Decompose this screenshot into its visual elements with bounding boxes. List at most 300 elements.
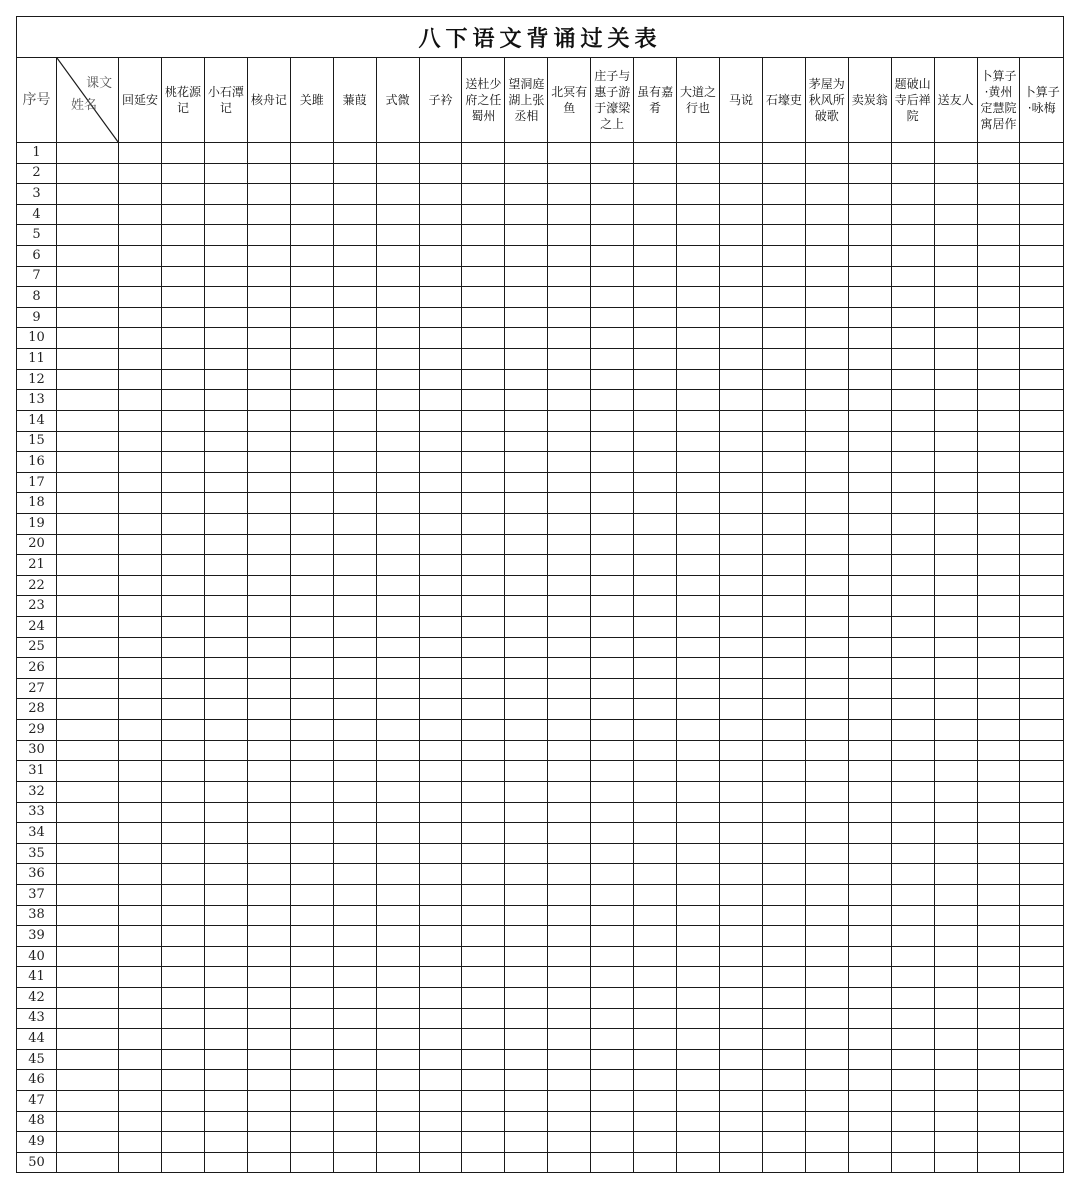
- check-cell[interactable]: [1020, 720, 1064, 741]
- check-cell[interactable]: [419, 328, 462, 349]
- check-cell[interactable]: [548, 328, 591, 349]
- check-cell[interactable]: [677, 452, 720, 473]
- check-cell[interactable]: [162, 246, 205, 267]
- check-cell[interactable]: [333, 328, 376, 349]
- check-cell[interactable]: [891, 802, 934, 823]
- check-cell[interactable]: [591, 410, 634, 431]
- check-cell[interactable]: [891, 1111, 934, 1132]
- check-cell[interactable]: [677, 926, 720, 947]
- check-cell[interactable]: [848, 534, 891, 555]
- check-cell[interactable]: [419, 1029, 462, 1050]
- check-cell[interactable]: [677, 369, 720, 390]
- check-cell[interactable]: [204, 575, 247, 596]
- check-cell[interactable]: [548, 555, 591, 576]
- check-cell[interactable]: [977, 761, 1020, 782]
- check-cell[interactable]: [505, 678, 548, 699]
- check-cell[interactable]: [934, 472, 977, 493]
- check-cell[interactable]: [1020, 987, 1064, 1008]
- check-cell[interactable]: [119, 864, 162, 885]
- check-cell[interactable]: [634, 740, 677, 761]
- check-cell[interactable]: [204, 1111, 247, 1132]
- check-cell[interactable]: [720, 349, 763, 370]
- check-cell[interactable]: [934, 596, 977, 617]
- check-cell[interactable]: [119, 843, 162, 864]
- check-cell[interactable]: [204, 905, 247, 926]
- student-name-cell[interactable]: [57, 905, 119, 926]
- check-cell[interactable]: [162, 204, 205, 225]
- check-cell[interactable]: [462, 493, 505, 514]
- check-cell[interactable]: [419, 1008, 462, 1029]
- check-cell[interactable]: [462, 720, 505, 741]
- check-cell[interactable]: [677, 287, 720, 308]
- check-cell[interactable]: [762, 307, 805, 328]
- check-cell[interactable]: [634, 431, 677, 452]
- check-cell[interactable]: [376, 802, 419, 823]
- check-cell[interactable]: [891, 534, 934, 555]
- check-cell[interactable]: [204, 555, 247, 576]
- check-cell[interactable]: [848, 596, 891, 617]
- check-cell[interactable]: [548, 287, 591, 308]
- check-cell[interactable]: [548, 1029, 591, 1050]
- check-cell[interactable]: [204, 987, 247, 1008]
- check-cell[interactable]: [333, 204, 376, 225]
- check-cell[interactable]: [977, 967, 1020, 988]
- check-cell[interactable]: [333, 1152, 376, 1173]
- check-cell[interactable]: [119, 204, 162, 225]
- check-cell[interactable]: [162, 678, 205, 699]
- check-cell[interactable]: [720, 596, 763, 617]
- student-name-cell[interactable]: [57, 390, 119, 411]
- check-cell[interactable]: [119, 823, 162, 844]
- check-cell[interactable]: [505, 699, 548, 720]
- check-cell[interactable]: [333, 637, 376, 658]
- check-cell[interactable]: [720, 534, 763, 555]
- check-cell[interactable]: [891, 225, 934, 246]
- check-cell[interactable]: [419, 472, 462, 493]
- check-cell[interactable]: [805, 637, 848, 658]
- check-cell[interactable]: [119, 472, 162, 493]
- check-cell[interactable]: [591, 143, 634, 164]
- check-cell[interactable]: [247, 699, 290, 720]
- check-cell[interactable]: [290, 328, 333, 349]
- check-cell[interactable]: [462, 926, 505, 947]
- check-cell[interactable]: [720, 884, 763, 905]
- check-cell[interactable]: [376, 266, 419, 287]
- check-cell[interactable]: [419, 1070, 462, 1091]
- check-cell[interactable]: [290, 513, 333, 534]
- check-cell[interactable]: [290, 390, 333, 411]
- check-cell[interactable]: [891, 163, 934, 184]
- check-cell[interactable]: [505, 431, 548, 452]
- check-cell[interactable]: [677, 843, 720, 864]
- check-cell[interactable]: [247, 225, 290, 246]
- check-cell[interactable]: [548, 658, 591, 679]
- check-cell[interactable]: [505, 720, 548, 741]
- student-name-cell[interactable]: [57, 637, 119, 658]
- check-cell[interactable]: [720, 1070, 763, 1091]
- check-cell[interactable]: [1020, 1008, 1064, 1029]
- check-cell[interactable]: [634, 926, 677, 947]
- check-cell[interactable]: [634, 555, 677, 576]
- check-cell[interactable]: [290, 184, 333, 205]
- check-cell[interactable]: [891, 184, 934, 205]
- check-cell[interactable]: [505, 761, 548, 782]
- check-cell[interactable]: [548, 349, 591, 370]
- check-cell[interactable]: [1020, 802, 1064, 823]
- check-cell[interactable]: [977, 617, 1020, 638]
- check-cell[interactable]: [419, 987, 462, 1008]
- check-cell[interactable]: [848, 926, 891, 947]
- check-cell[interactable]: [462, 823, 505, 844]
- check-cell[interactable]: [848, 1111, 891, 1132]
- check-cell[interactable]: [805, 946, 848, 967]
- check-cell[interactable]: [204, 802, 247, 823]
- student-name-cell[interactable]: [57, 1029, 119, 1050]
- check-cell[interactable]: [462, 1070, 505, 1091]
- check-cell[interactable]: [505, 472, 548, 493]
- check-cell[interactable]: [805, 452, 848, 473]
- check-cell[interactable]: [591, 720, 634, 741]
- check-cell[interactable]: [290, 802, 333, 823]
- check-cell[interactable]: [805, 184, 848, 205]
- check-cell[interactable]: [462, 781, 505, 802]
- check-cell[interactable]: [505, 513, 548, 534]
- check-cell[interactable]: [204, 452, 247, 473]
- check-cell[interactable]: [720, 926, 763, 947]
- check-cell[interactable]: [119, 781, 162, 802]
- student-name-cell[interactable]: [57, 225, 119, 246]
- check-cell[interactable]: [848, 658, 891, 679]
- check-cell[interactable]: [720, 1049, 763, 1070]
- student-name-cell[interactable]: [57, 884, 119, 905]
- check-cell[interactable]: [548, 204, 591, 225]
- check-cell[interactable]: [462, 843, 505, 864]
- check-cell[interactable]: [548, 926, 591, 947]
- check-cell[interactable]: [677, 823, 720, 844]
- check-cell[interactable]: [848, 637, 891, 658]
- check-cell[interactable]: [848, 987, 891, 1008]
- check-cell[interactable]: [634, 307, 677, 328]
- check-cell[interactable]: [119, 1029, 162, 1050]
- check-cell[interactable]: [548, 390, 591, 411]
- check-cell[interactable]: [762, 1091, 805, 1112]
- check-cell[interactable]: [591, 884, 634, 905]
- check-cell[interactable]: [934, 720, 977, 741]
- check-cell[interactable]: [934, 349, 977, 370]
- check-cell[interactable]: [848, 369, 891, 390]
- check-cell[interactable]: [247, 946, 290, 967]
- check-cell[interactable]: [1020, 328, 1064, 349]
- check-cell[interactable]: [934, 1070, 977, 1091]
- check-cell[interactable]: [677, 349, 720, 370]
- check-cell[interactable]: [462, 410, 505, 431]
- check-cell[interactable]: [934, 493, 977, 514]
- check-cell[interactable]: [1020, 369, 1064, 390]
- check-cell[interactable]: [548, 802, 591, 823]
- check-cell[interactable]: [720, 987, 763, 1008]
- student-name-cell[interactable]: [57, 946, 119, 967]
- check-cell[interactable]: [548, 513, 591, 534]
- check-cell[interactable]: [677, 658, 720, 679]
- check-cell[interactable]: [848, 720, 891, 741]
- check-cell[interactable]: [934, 390, 977, 411]
- check-cell[interactable]: [419, 287, 462, 308]
- check-cell[interactable]: [419, 1132, 462, 1153]
- check-cell[interactable]: [505, 781, 548, 802]
- check-cell[interactable]: [462, 225, 505, 246]
- check-cell[interactable]: [805, 349, 848, 370]
- check-cell[interactable]: [1020, 410, 1064, 431]
- check-cell[interactable]: [934, 864, 977, 885]
- check-cell[interactable]: [720, 246, 763, 267]
- check-cell[interactable]: [548, 369, 591, 390]
- check-cell[interactable]: [204, 1091, 247, 1112]
- check-cell[interactable]: [247, 1008, 290, 1029]
- check-cell[interactable]: [548, 1132, 591, 1153]
- check-cell[interactable]: [333, 472, 376, 493]
- check-cell[interactable]: [891, 1132, 934, 1153]
- check-cell[interactable]: [891, 761, 934, 782]
- check-cell[interactable]: [204, 390, 247, 411]
- check-cell[interactable]: [805, 369, 848, 390]
- check-cell[interactable]: [762, 926, 805, 947]
- check-cell[interactable]: [548, 184, 591, 205]
- check-cell[interactable]: [419, 617, 462, 638]
- check-cell[interactable]: [462, 864, 505, 885]
- check-cell[interactable]: [462, 369, 505, 390]
- check-cell[interactable]: [204, 225, 247, 246]
- check-cell[interactable]: [934, 967, 977, 988]
- check-cell[interactable]: [505, 204, 548, 225]
- check-cell[interactable]: [977, 410, 1020, 431]
- check-cell[interactable]: [419, 431, 462, 452]
- check-cell[interactable]: [848, 452, 891, 473]
- check-cell[interactable]: [376, 204, 419, 225]
- check-cell[interactable]: [848, 761, 891, 782]
- check-cell[interactable]: [204, 184, 247, 205]
- check-cell[interactable]: [1020, 513, 1064, 534]
- check-cell[interactable]: [419, 204, 462, 225]
- check-cell[interactable]: [591, 905, 634, 926]
- check-cell[interactable]: [548, 163, 591, 184]
- check-cell[interactable]: [591, 513, 634, 534]
- check-cell[interactable]: [720, 266, 763, 287]
- check-cell[interactable]: [505, 534, 548, 555]
- check-cell[interactable]: [462, 472, 505, 493]
- check-cell[interactable]: [805, 1091, 848, 1112]
- check-cell[interactable]: [977, 1049, 1020, 1070]
- check-cell[interactable]: [505, 1049, 548, 1070]
- student-name-cell[interactable]: [57, 246, 119, 267]
- check-cell[interactable]: [419, 266, 462, 287]
- check-cell[interactable]: [720, 184, 763, 205]
- check-cell[interactable]: [805, 575, 848, 596]
- check-cell[interactable]: [762, 410, 805, 431]
- check-cell[interactable]: [634, 967, 677, 988]
- check-cell[interactable]: [419, 534, 462, 555]
- check-cell[interactable]: [376, 1029, 419, 1050]
- check-cell[interactable]: [634, 513, 677, 534]
- check-cell[interactable]: [977, 1132, 1020, 1153]
- check-cell[interactable]: [934, 637, 977, 658]
- check-cell[interactable]: [204, 617, 247, 638]
- check-cell[interactable]: [548, 761, 591, 782]
- check-cell[interactable]: [419, 864, 462, 885]
- check-cell[interactable]: [376, 369, 419, 390]
- check-cell[interactable]: [891, 946, 934, 967]
- check-cell[interactable]: [591, 349, 634, 370]
- check-cell[interactable]: [891, 390, 934, 411]
- check-cell[interactable]: [977, 884, 1020, 905]
- check-cell[interactable]: [290, 699, 333, 720]
- check-cell[interactable]: [462, 905, 505, 926]
- check-cell[interactable]: [333, 452, 376, 473]
- student-name-cell[interactable]: [57, 1008, 119, 1029]
- check-cell[interactable]: [376, 1091, 419, 1112]
- student-name-cell[interactable]: [57, 307, 119, 328]
- check-cell[interactable]: [591, 987, 634, 1008]
- check-cell[interactable]: [419, 884, 462, 905]
- check-cell[interactable]: [204, 431, 247, 452]
- check-cell[interactable]: [634, 987, 677, 1008]
- check-cell[interactable]: [333, 1132, 376, 1153]
- check-cell[interactable]: [247, 781, 290, 802]
- student-name-cell[interactable]: [57, 431, 119, 452]
- check-cell[interactable]: [548, 1091, 591, 1112]
- check-cell[interactable]: [934, 452, 977, 473]
- check-cell[interactable]: [891, 843, 934, 864]
- check-cell[interactable]: [419, 369, 462, 390]
- check-cell[interactable]: [720, 678, 763, 699]
- check-cell[interactable]: [805, 1070, 848, 1091]
- check-cell[interactable]: [333, 596, 376, 617]
- check-cell[interactable]: [119, 163, 162, 184]
- check-cell[interactable]: [462, 1091, 505, 1112]
- check-cell[interactable]: [891, 143, 934, 164]
- check-cell[interactable]: [762, 596, 805, 617]
- check-cell[interactable]: [247, 328, 290, 349]
- check-cell[interactable]: [162, 1070, 205, 1091]
- check-cell[interactable]: [805, 410, 848, 431]
- check-cell[interactable]: [505, 637, 548, 658]
- check-cell[interactable]: [462, 658, 505, 679]
- check-cell[interactable]: [247, 493, 290, 514]
- check-cell[interactable]: [634, 328, 677, 349]
- check-cell[interactable]: [848, 246, 891, 267]
- check-cell[interactable]: [204, 967, 247, 988]
- student-name-cell[interactable]: [57, 143, 119, 164]
- check-cell[interactable]: [848, 493, 891, 514]
- student-name-cell[interactable]: [57, 864, 119, 885]
- check-cell[interactable]: [204, 946, 247, 967]
- check-cell[interactable]: [677, 637, 720, 658]
- check-cell[interactable]: [505, 658, 548, 679]
- check-cell[interactable]: [677, 761, 720, 782]
- student-name-cell[interactable]: [57, 761, 119, 782]
- check-cell[interactable]: [720, 1091, 763, 1112]
- check-cell[interactable]: [204, 1008, 247, 1029]
- check-cell[interactable]: [419, 349, 462, 370]
- check-cell[interactable]: [505, 369, 548, 390]
- check-cell[interactable]: [720, 431, 763, 452]
- check-cell[interactable]: [119, 328, 162, 349]
- check-cell[interactable]: [891, 699, 934, 720]
- check-cell[interactable]: [204, 163, 247, 184]
- check-cell[interactable]: [762, 823, 805, 844]
- check-cell[interactable]: [977, 1070, 1020, 1091]
- check-cell[interactable]: [848, 266, 891, 287]
- check-cell[interactable]: [977, 987, 1020, 1008]
- check-cell[interactable]: [247, 390, 290, 411]
- check-cell[interactable]: [333, 534, 376, 555]
- check-cell[interactable]: [805, 1152, 848, 1173]
- check-cell[interactable]: [419, 802, 462, 823]
- check-cell[interactable]: [762, 843, 805, 864]
- check-cell[interactable]: [419, 761, 462, 782]
- check-cell[interactable]: [247, 967, 290, 988]
- check-cell[interactable]: [462, 884, 505, 905]
- check-cell[interactable]: [505, 575, 548, 596]
- check-cell[interactable]: [634, 472, 677, 493]
- check-cell[interactable]: [419, 967, 462, 988]
- check-cell[interactable]: [119, 349, 162, 370]
- check-cell[interactable]: [204, 740, 247, 761]
- check-cell[interactable]: [162, 658, 205, 679]
- check-cell[interactable]: [634, 617, 677, 638]
- check-cell[interactable]: [1020, 884, 1064, 905]
- check-cell[interactable]: [204, 143, 247, 164]
- check-cell[interactable]: [162, 369, 205, 390]
- check-cell[interactable]: [634, 1008, 677, 1029]
- check-cell[interactable]: [934, 1152, 977, 1173]
- check-cell[interactable]: [634, 204, 677, 225]
- check-cell[interactable]: [247, 349, 290, 370]
- check-cell[interactable]: [591, 287, 634, 308]
- check-cell[interactable]: [376, 349, 419, 370]
- check-cell[interactable]: [290, 246, 333, 267]
- student-name-cell[interactable]: [57, 163, 119, 184]
- check-cell[interactable]: [462, 1111, 505, 1132]
- check-cell[interactable]: [677, 884, 720, 905]
- check-cell[interactable]: [848, 678, 891, 699]
- check-cell[interactable]: [934, 1049, 977, 1070]
- check-cell[interactable]: [290, 493, 333, 514]
- check-cell[interactable]: [1020, 349, 1064, 370]
- check-cell[interactable]: [162, 864, 205, 885]
- check-cell[interactable]: [333, 761, 376, 782]
- check-cell[interactable]: [805, 431, 848, 452]
- check-cell[interactable]: [376, 493, 419, 514]
- check-cell[interactable]: [677, 246, 720, 267]
- check-cell[interactable]: [290, 349, 333, 370]
- student-name-cell[interactable]: [57, 204, 119, 225]
- check-cell[interactable]: [419, 720, 462, 741]
- check-cell[interactable]: [1020, 823, 1064, 844]
- check-cell[interactable]: [462, 204, 505, 225]
- check-cell[interactable]: [376, 946, 419, 967]
- check-cell[interactable]: [162, 1029, 205, 1050]
- check-cell[interactable]: [548, 266, 591, 287]
- check-cell[interactable]: [376, 1111, 419, 1132]
- check-cell[interactable]: [805, 266, 848, 287]
- check-cell[interactable]: [634, 266, 677, 287]
- student-name-cell[interactable]: [57, 781, 119, 802]
- check-cell[interactable]: [720, 637, 763, 658]
- check-cell[interactable]: [119, 1152, 162, 1173]
- check-cell[interactable]: [204, 472, 247, 493]
- check-cell[interactable]: [591, 967, 634, 988]
- check-cell[interactable]: [805, 761, 848, 782]
